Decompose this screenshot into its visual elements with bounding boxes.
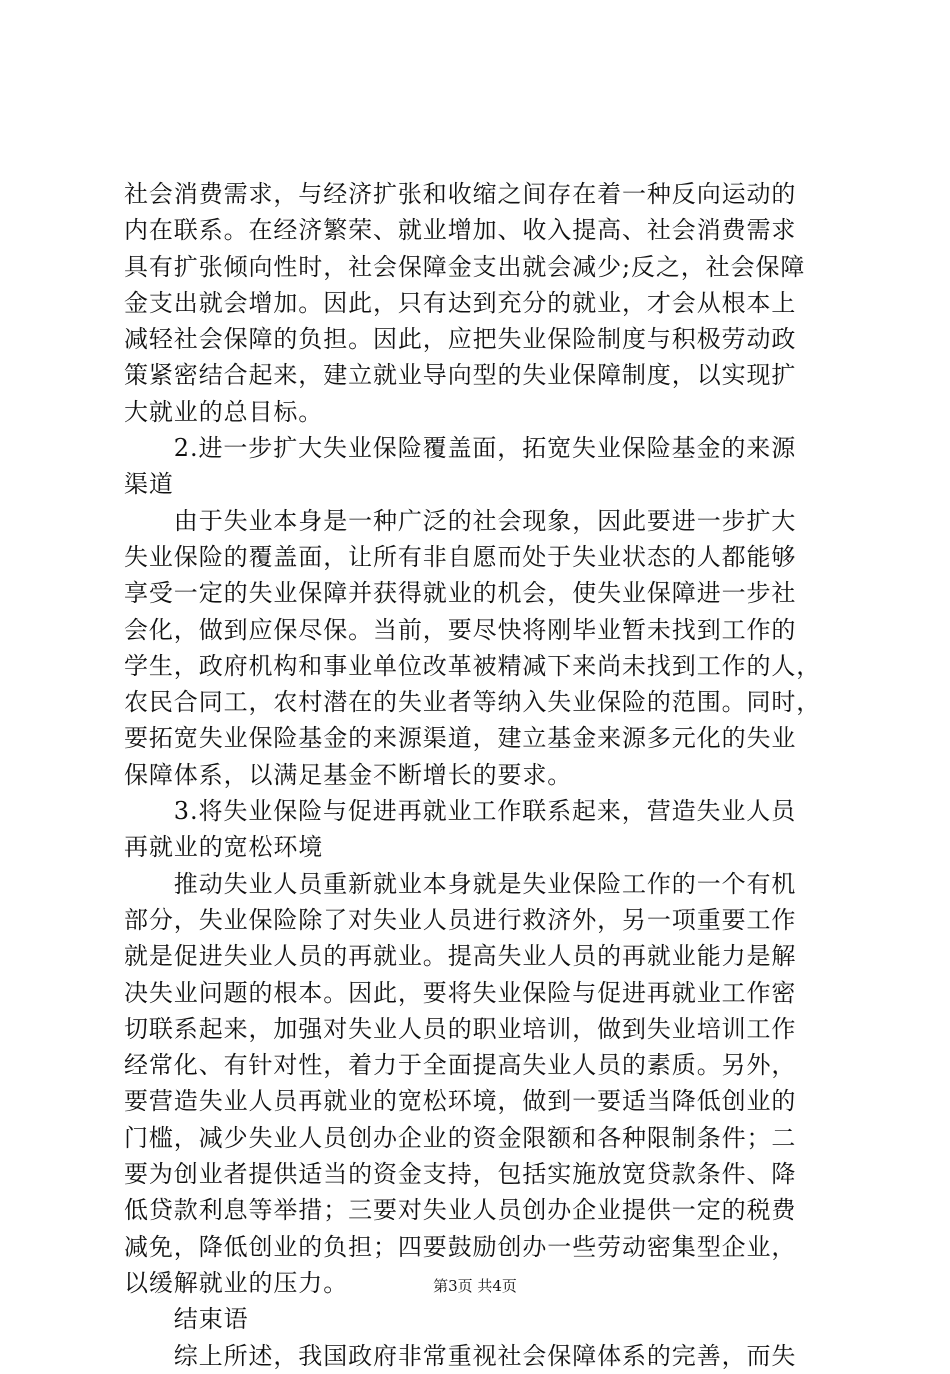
text-line: 减免，降低创业的负担；四要鼓励创办一些劳动密集型企业， <box>124 1232 797 1261</box>
text-line: 要拓宽失业保险基金的来源渠道，建立基金来源多元化的失业 <box>124 724 797 753</box>
text-line: 部分，失业保险除了对失业人员进行救济外，另一项重要工作 <box>124 905 797 934</box>
text-line: 减轻社会保障的负担。因此，应把失业保险制度与积极劳动政 <box>124 325 797 354</box>
section-heading-line: 2.进一步扩大失业保险覆盖面，拓宽失业保险基金的来源 <box>124 434 797 463</box>
text-line: 以缓解就业的压力。 <box>124 1268 349 1297</box>
text-line: 决失业问题的根本。因此，要将失业保险与促进再就业工作密 <box>124 978 797 1007</box>
text-line: 社会消费需求，与经济扩张和收缩之间存在着一种反向运动的 <box>124 180 797 208</box>
text-line: 经常化、有针对性，着力于全面提高失业人员的素质。另外， <box>124 1051 797 1080</box>
text-line: 内在联系。在经济繁荣、就业增加、收入提高、社会消费需求 <box>124 216 797 245</box>
text-line: 低贷款利息等举措；三要对失业人员创办企业提供一定的税费 <box>124 1196 797 1225</box>
text-line: 保障体系，以满足基金不断增长的要求。 <box>124 760 573 789</box>
text-line: 要为创业者提供适当的资金支持，包括实施放宽贷款条件、降 <box>124 1160 797 1189</box>
page-number-footer: 第3页 共4页 <box>433 1277 517 1295</box>
text-line: 具有扩张倾向性时，社会保障金支出就会减少;反之，社会保障 <box>124 252 806 281</box>
text-line: 门槛，减少失业人员创办企业的资金限额和各种限制条件；二 <box>124 1123 797 1152</box>
section-heading-line: 渠道 <box>124 470 174 499</box>
text-line: 失业保险的覆盖面，让所有非自愿而处于失业状态的人都能够 <box>124 542 797 571</box>
text-line: 综上所述，我国政府非常重视社会保障体系的完善，而失 <box>124 1341 797 1370</box>
text-line: 由于失业本身是一种广泛的社会现象，因此要进一步扩大 <box>124 506 797 535</box>
text-line: 推动失业人员重新就业本身就是失业保险工作的一个有机 <box>124 869 797 898</box>
text-line: 大就业的总目标。 <box>124 397 324 426</box>
section-heading-line: 3.将失业保险与促进再就业工作联系起来，营造失业人员 <box>124 797 797 826</box>
text-line: 切联系起来，加强对失业人员的职业培训，做到失业培训工作 <box>124 1014 797 1043</box>
section-heading-line: 结束语 <box>124 1305 249 1334</box>
text-line: 会化，做到应保尽保。当前，要尽快将刚毕业暂未找到工作的 <box>124 615 797 644</box>
section-heading-line: 再就业的宽松环境 <box>124 833 324 862</box>
text-line: 学生，政府机构和事业单位改革被精减下来尚未找到工作的人， <box>124 651 822 680</box>
text-line: 策紧密结合起来，建立就业导向型的失业保障制度，以实现扩 <box>124 361 797 390</box>
text-line: 享受一定的失业保障并获得就业的机会，使失业保障进一步社 <box>124 579 797 608</box>
text-line: 金支出就会增加。因此，只有达到充分的就业，才会从根本上 <box>124 288 797 317</box>
text-line: 农民合同工，农村潜在的失业者等纳入失业保险的范围。同时， <box>124 688 822 717</box>
body-text <box>124 176 844 1374</box>
text-line: 要营造失业人员再就业的宽松环境，做到一要适当降低创业的 <box>124 1087 797 1116</box>
text-line: 就是促进失业人员的再就业。提高失业人员的再就业能力是解 <box>124 942 797 971</box>
